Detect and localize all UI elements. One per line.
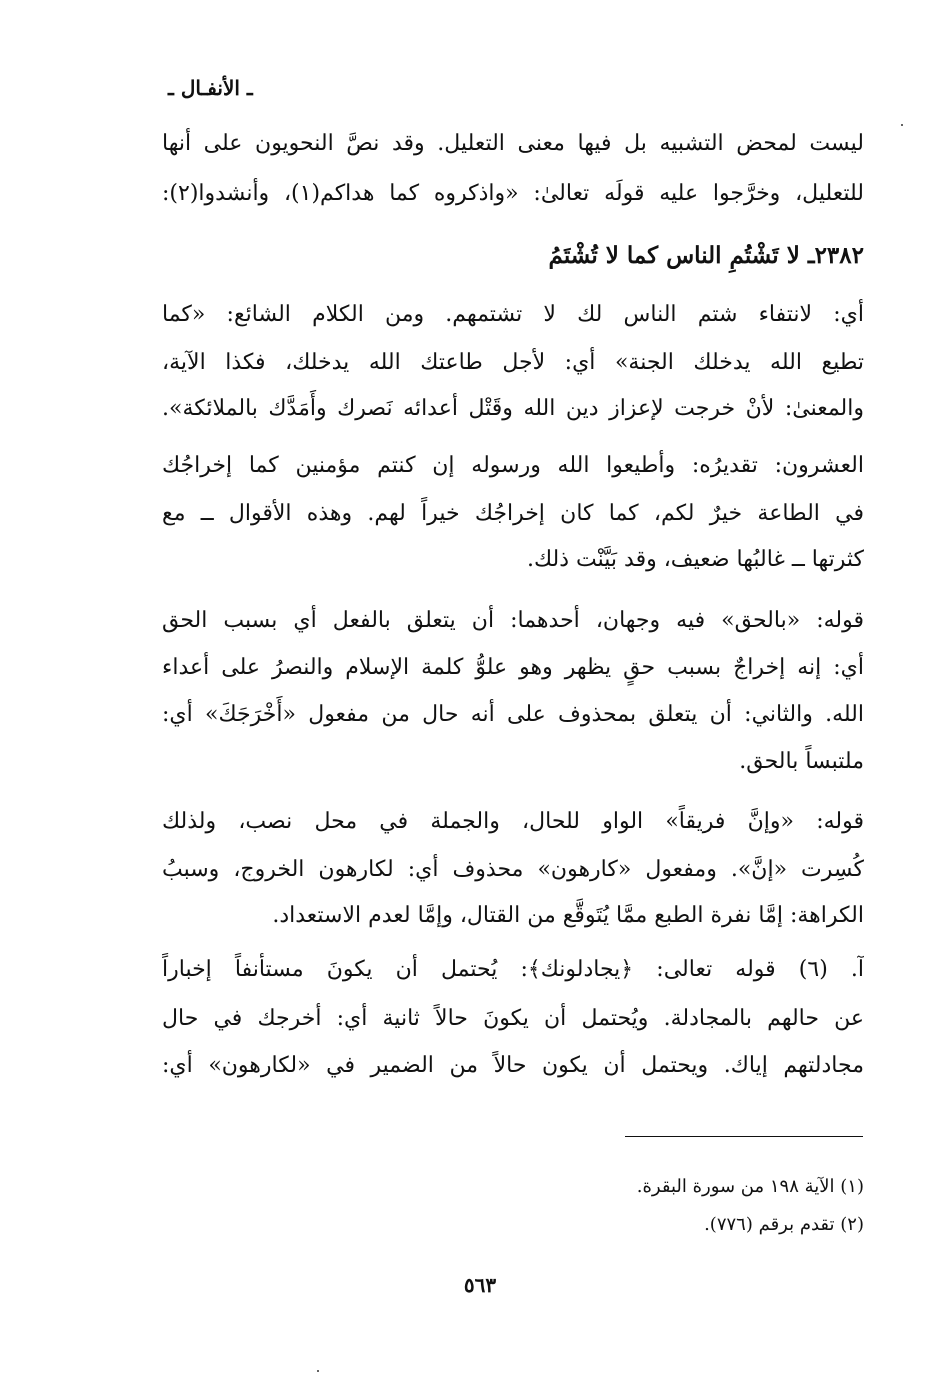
scan-speck <box>317 1370 319 1372</box>
text-line: أي: لانتفاء شتم الناس لك لا تشتمهم. ومن الكلام الشائع: «كما <box>162 302 864 327</box>
footnote: (٢) تقدم برقم (٧٧٦). <box>704 1214 864 1235</box>
text-line: مجادلتهم إياك. ويحتمل أن يكون حالاً من الضمير في «لكارهون» أي: <box>162 1053 864 1078</box>
text-line: والمعنىٰ: لأنْ خرجت لإعزاز دين الله وقَتْل أعدائه نَصرك وأَمَدَّك بالملائكة». <box>162 396 864 421</box>
footnote-separator <box>625 1136 863 1137</box>
text-line: ملتبساً بالحق. <box>739 749 864 774</box>
text-line: عن حالهم بالمجادلة. ويُحتمل أن يكونَ حالاً ثانية أي: أخرجك في حال <box>162 1006 864 1031</box>
text-line: أي: إنه إخراجٌ بسبب حقٍ يظهر وهو علوُّ كلمة الإسلام والنصرُ على أعداء <box>162 655 864 680</box>
text-line: في الطاعة خيرٌ لكم، كما كان إخراجُك خيراً لهم. وهذه الأقوال ــ مع <box>162 501 864 526</box>
scan-speck <box>901 124 903 126</box>
text-line: قوله: «بالحق» فيه وجهان، أحدهما: أن يتعلق بالفعل أي بسبب الحق <box>162 608 864 633</box>
text-line: للتعليل، وخرَّجوا عليه قولَه تعالىٰ: «واذكروه كما هداكم(١)، وأنشدوا(٢): <box>162 181 864 206</box>
text-line: الله. والثاني: أن يتعلق بمحذوف على أنه حال من مفعول «أَخْرَجَكَ» أي: <box>162 702 864 727</box>
text-line: العشرون: تقديرُه: وأطيعوا الله ورسوله إن كنتم مؤمنين كما إخراجُك <box>162 453 864 478</box>
text-line: كثرتها ــ غالبُها ضعيف، وقد بَيَّنْت ذلك. <box>527 547 864 572</box>
header-title: ـ الأنفـال ـ <box>168 76 253 100</box>
text-line: تطيع الله يدخلك الجنة» أي: لأجل طاعتك الله يدخلك، فكذا الآية، <box>162 350 864 375</box>
page-number: ٥٦٣ <box>463 1273 497 1297</box>
verse-line: ٢٣٨٢ـ لا تَشْتُمِ الناس كما لا تُشْتَمُ <box>548 242 864 269</box>
text-line: ليست لمحض التشبيه بل فيها معنى التعليل. وقد نصَّ النحويون على أنها <box>162 131 864 156</box>
footnote: (١) الآية ١٩٨ من سورة البقرة. <box>636 1176 864 1197</box>
text-line: الكراهة: إمَّا نفرة الطبع ممَّا يُتَوقَّع من القتال، وإمَّا لعدم الاستعداد. <box>272 903 864 928</box>
text-line: قوله: «وإنَّ فريقاً» الواو للحال، والجملة في محل نصب، ولذلك <box>162 809 864 834</box>
text-line: كُسِرت «إنَّ». ومفعول «كارهون» محذوف أي: لكارهون الخروج، وسببُ <box>162 857 864 882</box>
text-line: آ. (٦) قوله تعالى: ﴿يجادلونك﴾: يُحتمل أن يكونَ مستأنفاً إخباراً <box>162 957 864 982</box>
